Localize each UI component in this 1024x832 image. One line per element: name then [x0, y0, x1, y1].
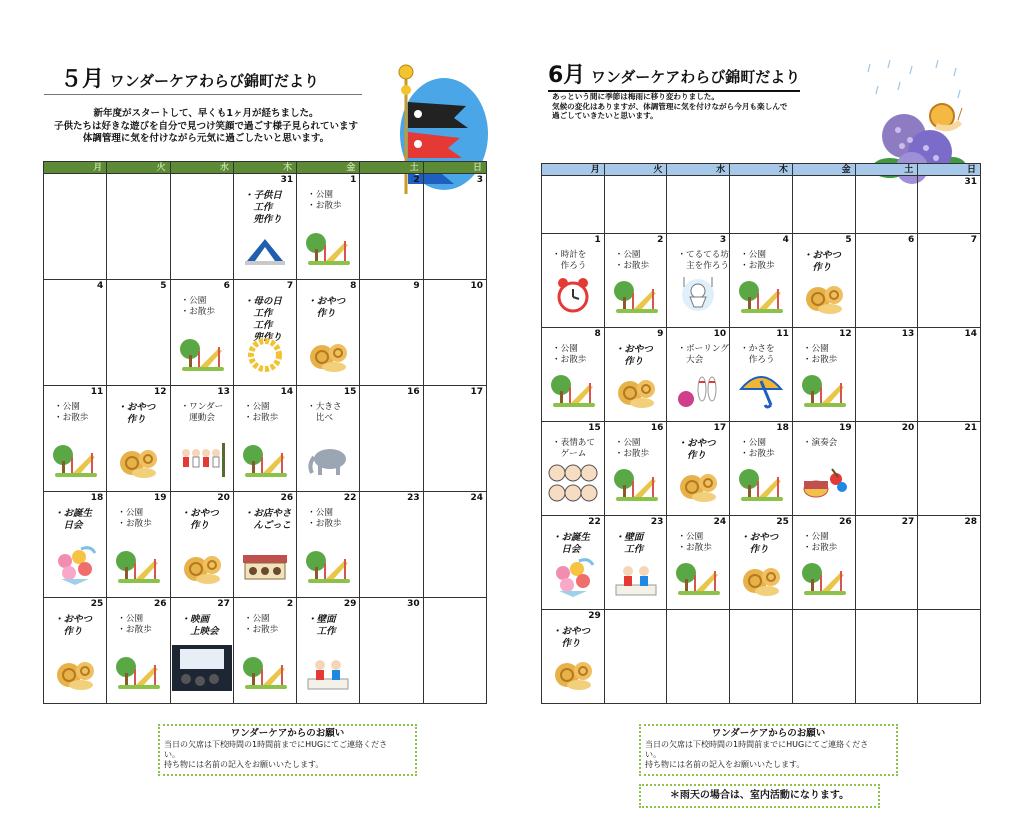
may-calendar [43, 161, 487, 704]
may-notice-box [158, 724, 417, 776]
weekday-label: 木 [730, 164, 793, 176]
park-icon [51, 443, 99, 483]
calendar-week-row [542, 328, 981, 422]
day-number: 29 [588, 611, 601, 621]
calendar-day-cell [44, 492, 107, 598]
day-number: 17 [470, 387, 483, 397]
day-number: 1 [594, 235, 601, 245]
day-event: ・お誕生 日会 [54, 508, 93, 531]
day-event: ・おやつ 作り [740, 532, 779, 555]
calendar-day-cell [856, 516, 919, 610]
june-intro-line: 気候の変化はありますが、体調管理に気を付けながら今月も楽しんで [552, 101, 788, 111]
calendar-week-row [542, 422, 981, 516]
day-event: ・公園 ・お散歩 [614, 250, 650, 271]
day-event: ・公園 ・お散歩 [614, 438, 650, 459]
may-intro [40, 108, 372, 146]
calendar-day-cell [918, 422, 981, 516]
calendar-day-cell [297, 280, 360, 386]
day-number: 9 [657, 329, 664, 339]
june-intro-line: あっという間に季節は梅雨に移り変わりました。 [552, 92, 719, 101]
calendar-day-cell [730, 328, 793, 422]
calendar-day-cell [667, 176, 730, 234]
day-number: 22 [588, 517, 601, 527]
park-icon [241, 655, 289, 695]
calendar-day-cell [730, 422, 793, 516]
calendar-day-cell [542, 234, 605, 328]
calendar-day-cell [424, 386, 487, 492]
snack-icon [114, 443, 162, 483]
calendar-day-cell [360, 386, 423, 492]
calendar-day-cell [542, 422, 605, 516]
craft-icon [304, 655, 352, 695]
day-number: 24 [470, 493, 483, 503]
day-event: ・公園 ・お散歩 [117, 508, 152, 529]
park-icon [612, 279, 660, 319]
day-event: ・公園 ・お散歩 [243, 614, 279, 635]
day-number: 26 [280, 493, 294, 503]
day-number: 3 [476, 175, 483, 185]
snack-icon [612, 373, 660, 413]
day-event: ・映画 上映会 [180, 614, 219, 637]
weekday-label: 水 [171, 162, 234, 174]
calendar-week-row [44, 598, 487, 704]
calendar-day-cell [107, 174, 170, 280]
calendar-day-cell [360, 598, 423, 704]
calendar-day-cell [793, 234, 856, 328]
weekday-label: 日 [424, 162, 487, 174]
calendar-day-cell [297, 174, 360, 280]
calendar-week-row [542, 516, 981, 610]
calendar-day-cell [793, 328, 856, 422]
calendar-day-cell [667, 610, 730, 704]
calendar-week-row [542, 176, 981, 234]
calendar-week-row [44, 280, 487, 386]
weekday-label: 金 [793, 164, 856, 176]
june-notice-line: 当日の欠席は下校時間の1時間前までにHUGにてご連絡くださ [645, 740, 869, 749]
calendar-day-cell [667, 328, 730, 422]
snack-icon [51, 655, 99, 695]
day-event: ・公園 ・お散歩 [307, 508, 342, 529]
calendar-day-cell [360, 492, 423, 598]
calendar-day-cell [856, 176, 919, 234]
park-icon [178, 337, 226, 377]
day-number: 13 [901, 329, 915, 339]
day-number: 25 [776, 517, 789, 527]
calendar-day-cell [918, 234, 981, 328]
park-icon [549, 373, 597, 413]
calendar-week-row [542, 234, 981, 328]
calendar-day-cell [171, 174, 234, 280]
calendar-day-cell [856, 328, 919, 422]
may-intro-line: 子供たちは好きな遊びを自分で見つけ笑顔で過ごす様子見られています [53, 120, 358, 132]
weekday-label: 木 [234, 162, 297, 174]
may-title-underline [44, 94, 362, 95]
day-number: 22 [343, 493, 357, 503]
calendar-day-cell [234, 280, 297, 386]
calendar-day-cell [667, 234, 730, 328]
day-number: 29 [343, 599, 357, 609]
park-icon [114, 655, 162, 695]
day-number: 11 [90, 387, 104, 397]
day-event: ・公園 ・お散歩 [54, 402, 89, 423]
calendar-day-cell [730, 234, 793, 328]
calendar-day-cell [44, 280, 107, 386]
snack-icon [178, 549, 226, 589]
park-icon [674, 561, 722, 601]
day-number: 7 [286, 281, 294, 291]
day-number: 9 [413, 281, 420, 291]
june-weekday-header [542, 164, 981, 176]
calendar-day-cell [856, 610, 919, 704]
calendar-day-cell [234, 492, 297, 598]
day-event: ・おやつ 作り [802, 250, 841, 273]
day-number: 21 [964, 423, 978, 433]
weekday-label: 火 [605, 164, 668, 176]
day-event: ・ワンダー 運動会 [180, 402, 224, 423]
park-icon [800, 561, 848, 601]
day-number: 25 [90, 599, 104, 609]
calendar-day-cell [918, 516, 981, 610]
calendar-day-cell [542, 328, 605, 422]
day-number: 8 [594, 329, 601, 339]
day-number: 16 [650, 423, 664, 433]
day-event: ・公園 ・お散歩 [180, 296, 215, 317]
may-notice-line: 持ち物には名前の記入をお願いいたします。 [164, 760, 324, 769]
day-number: 12 [839, 329, 852, 339]
bowling-icon [674, 369, 722, 413]
day-number: 31 [280, 175, 294, 185]
day-event: ・おやつ 作り [117, 402, 156, 425]
day-event: ・公園 ・お散歩 [740, 438, 775, 459]
day-event: ・おやつ 作り [552, 626, 591, 649]
movie-icon [172, 645, 232, 695]
day-event: ・表情あて ゲーム [552, 438, 595, 459]
calendar-day-cell [297, 386, 360, 492]
faces-icon [547, 463, 599, 507]
weekday-label: 月 [44, 162, 107, 174]
weekday-label: 火 [107, 162, 170, 174]
june-calendar [541, 163, 981, 704]
day-event: ・大きさ 比べ [307, 402, 342, 423]
day-number: 6 [908, 235, 915, 245]
may-notice-title: ワンダーケアからのお願い [230, 728, 345, 739]
day-number: 18 [776, 423, 789, 433]
calendar-day-cell [424, 280, 487, 386]
calendar-day-cell [107, 386, 170, 492]
calendar-day-cell [424, 492, 487, 598]
calendar-day-cell [360, 174, 423, 280]
calendar-day-cell [793, 610, 856, 704]
calendar-day-cell [171, 386, 234, 492]
may-title-name: ワンダーケアわらび錦町だより [109, 72, 319, 90]
calendar-day-cell [730, 176, 793, 234]
snack-icon [737, 561, 785, 601]
may-title [60, 62, 319, 93]
calendar-week-row [44, 174, 487, 280]
june-calendar-body [542, 176, 981, 704]
calendar-day-cell [730, 516, 793, 610]
day-event: ・母の日 工作 工作 兜作り [243, 296, 282, 343]
may-notice-line: 当日の欠席は下校時間の1時間前までにHUGにてご連絡くださ [164, 740, 388, 749]
day-event: ・かさを 作ろう [740, 344, 775, 365]
day-number: 11 [776, 329, 789, 339]
day-number: 2 [657, 235, 664, 245]
day-event: ・時計を 作ろう [552, 250, 587, 271]
calendar-day-cell [605, 328, 668, 422]
calendar-day-cell [605, 610, 668, 704]
day-number: 26 [154, 599, 167, 609]
weekday-label: 月 [542, 164, 605, 176]
umbrella-icon [737, 369, 785, 413]
day-event: ・公園 ・お散歩 [117, 614, 152, 635]
day-event: ・ボーリング 大会 [677, 344, 729, 365]
weekday-label: 水 [667, 164, 730, 176]
calendar-day-cell [605, 422, 668, 516]
calendar-day-cell [793, 176, 856, 234]
calendar-day-cell [107, 492, 170, 598]
day-event: ・子供日 工作 兜作り [243, 190, 282, 225]
calendar-day-cell [856, 422, 919, 516]
calendar-day-cell [793, 422, 856, 516]
day-event: ・おやつ 作り [614, 344, 653, 367]
june-notice-title: ワンダーケアからのお願い [711, 728, 826, 739]
calendar-day-cell [542, 516, 605, 610]
teru-icon [674, 275, 722, 319]
calendar-day-cell [542, 176, 605, 234]
calendar-day-cell [107, 598, 170, 704]
day-number: 26 [839, 517, 852, 527]
day-event: ・壁面 工作 [307, 614, 336, 637]
day-number: 6 [223, 281, 230, 291]
june-intro [552, 92, 852, 121]
day-number: 18 [90, 493, 104, 503]
calendar-day-cell [667, 422, 730, 516]
may-intro-line: 新年度がスタートして、早くも1ヶ月が経ちました。 [93, 108, 319, 119]
day-number: 14 [280, 387, 294, 397]
day-event: ・おやつ 作り [677, 438, 716, 461]
calendar-day-cell [793, 516, 856, 610]
park-icon [114, 549, 162, 589]
day-number: 14 [964, 329, 978, 339]
june-intro-line: 過ごしていきたいと思います。 [552, 111, 658, 120]
day-number: 8 [350, 281, 357, 291]
snack-icon [549, 655, 597, 695]
kabuto-icon [241, 231, 289, 271]
calendar-day-cell [918, 328, 981, 422]
rain-note: ＊雨天の場合は、室内活動になります。 [639, 784, 880, 808]
calendar-day-cell [107, 280, 170, 386]
calendar-day-cell [171, 598, 234, 704]
elephant-icon [304, 443, 352, 483]
calendar-day-cell [918, 610, 981, 704]
day-number: 24 [713, 517, 727, 527]
day-event: ・てるてる坊 主を作ろう [677, 250, 730, 271]
may-intro-line: 体調管理に気を付けながら元気に過ごしたいと思います。 [82, 133, 330, 144]
day-number: 3 [719, 235, 727, 245]
instruments-icon [798, 463, 850, 507]
calendar-day-cell [605, 176, 668, 234]
calendar-day-cell [297, 598, 360, 704]
june-title-name: ワンダーケアわらび錦町だより [590, 68, 801, 86]
day-number: 23 [407, 493, 420, 503]
day-number: 12 [154, 387, 167, 397]
flowers-icon [549, 557, 597, 601]
day-number: 15 [343, 387, 357, 397]
calendar-week-row [44, 492, 487, 598]
snack-icon [304, 337, 352, 377]
day-event: ・公園 ・お散歩 [307, 190, 342, 211]
snack-icon [800, 279, 848, 319]
day-number: 2 [413, 175, 420, 185]
craft-icon [612, 561, 660, 601]
day-number: 2 [286, 599, 294, 609]
calendar-day-cell [730, 610, 793, 704]
calendar-day-cell [605, 234, 668, 328]
day-event: ・お店やさ んごっこ [243, 508, 292, 531]
park-icon [737, 279, 785, 319]
sports-icon [178, 443, 226, 483]
wreath-icon [241, 337, 289, 377]
calendar-day-cell [605, 516, 668, 610]
calendar-day-cell [171, 492, 234, 598]
calendar-day-cell [234, 174, 297, 280]
day-event: ・公園 ・お散歩 [677, 532, 712, 553]
calendar-day-cell [171, 280, 234, 386]
calendar-day-cell [667, 516, 730, 610]
calendar-week-row [44, 386, 487, 492]
snack-icon [674, 467, 722, 507]
calendar-day-cell [918, 176, 981, 234]
calendar-day-cell [234, 386, 297, 492]
day-number: 31 [964, 177, 978, 187]
june-title-month: 6月 [548, 63, 586, 88]
day-event: ・公園 ・お散歩 [740, 250, 775, 271]
day-event: ・おやつ 作り [180, 508, 219, 531]
day-number: 16 [407, 387, 420, 397]
may-weekday-header [44, 162, 487, 174]
day-number: 10 [713, 329, 727, 339]
calendar-week-row [542, 610, 981, 704]
may-title-month: ５月 [60, 67, 105, 92]
june-notice-box [639, 724, 898, 776]
park-icon [612, 467, 660, 507]
day-number: 5 [845, 235, 852, 245]
day-number: 5 [160, 281, 167, 291]
clock-icon [549, 275, 597, 319]
june-notice-line: い。 [645, 750, 661, 759]
day-number: 27 [901, 517, 915, 527]
day-event: ・おやつ 作り [307, 296, 346, 319]
calendar-day-cell [234, 598, 297, 704]
day-number: 4 [97, 281, 104, 291]
park-icon [304, 549, 352, 589]
weekday-label: 金 [297, 162, 360, 174]
calendar-day-cell [424, 174, 487, 280]
park-icon [304, 231, 352, 271]
calendar-day-cell [44, 174, 107, 280]
day-number: 28 [964, 517, 978, 527]
park-icon [241, 443, 289, 483]
day-event: ・公園 ・お散歩 [802, 532, 838, 553]
day-number: 23 [650, 517, 664, 527]
calendar-day-cell [856, 234, 919, 328]
calendar-day-cell [297, 492, 360, 598]
day-number: 1 [350, 175, 357, 185]
day-number: 19 [154, 493, 167, 503]
calendar-day-cell [44, 598, 107, 704]
may-notice-line: い。 [164, 750, 180, 759]
day-number: 7 [970, 235, 978, 245]
flowers-icon [51, 545, 99, 589]
day-event: ・お誕生 日会 [552, 532, 591, 555]
day-number: 17 [713, 423, 727, 433]
day-number: 19 [839, 423, 852, 433]
day-event: ・おやつ 作り [54, 614, 93, 637]
day-event: ・公園 ・お散歩 [802, 344, 838, 365]
day-event: ・演奏会 [802, 438, 838, 448]
park-icon [800, 373, 848, 413]
day-event: ・公園 ・お散歩 [552, 344, 587, 365]
park-icon [737, 467, 785, 507]
calendar-day-cell [542, 610, 605, 704]
day-number: 20 [901, 423, 915, 433]
shop-icon [241, 549, 289, 589]
weekday-label: 日 [918, 164, 981, 176]
day-number: 20 [217, 493, 230, 503]
day-number: 10 [470, 281, 483, 291]
day-number: 15 [588, 423, 601, 433]
weekday-label: 土 [856, 164, 919, 176]
day-number: 13 [217, 387, 230, 397]
day-number: 30 [407, 599, 420, 609]
day-event: ・壁面 工作 [614, 532, 644, 555]
calendar-day-cell [44, 386, 107, 492]
june-title [548, 58, 800, 92]
may-calendar-body [44, 174, 487, 704]
weekday-label: 土 [360, 162, 423, 174]
june-newsletter [512, 0, 1024, 832]
calendar-day-cell [424, 598, 487, 704]
day-event: ・公園 ・お散歩 [243, 402, 279, 423]
calendar-day-cell [360, 280, 423, 386]
day-number: 27 [217, 599, 230, 609]
day-number: 4 [782, 235, 789, 245]
june-notice-line: 持ち物には名前の記入をお願いいたします。 [645, 760, 805, 769]
